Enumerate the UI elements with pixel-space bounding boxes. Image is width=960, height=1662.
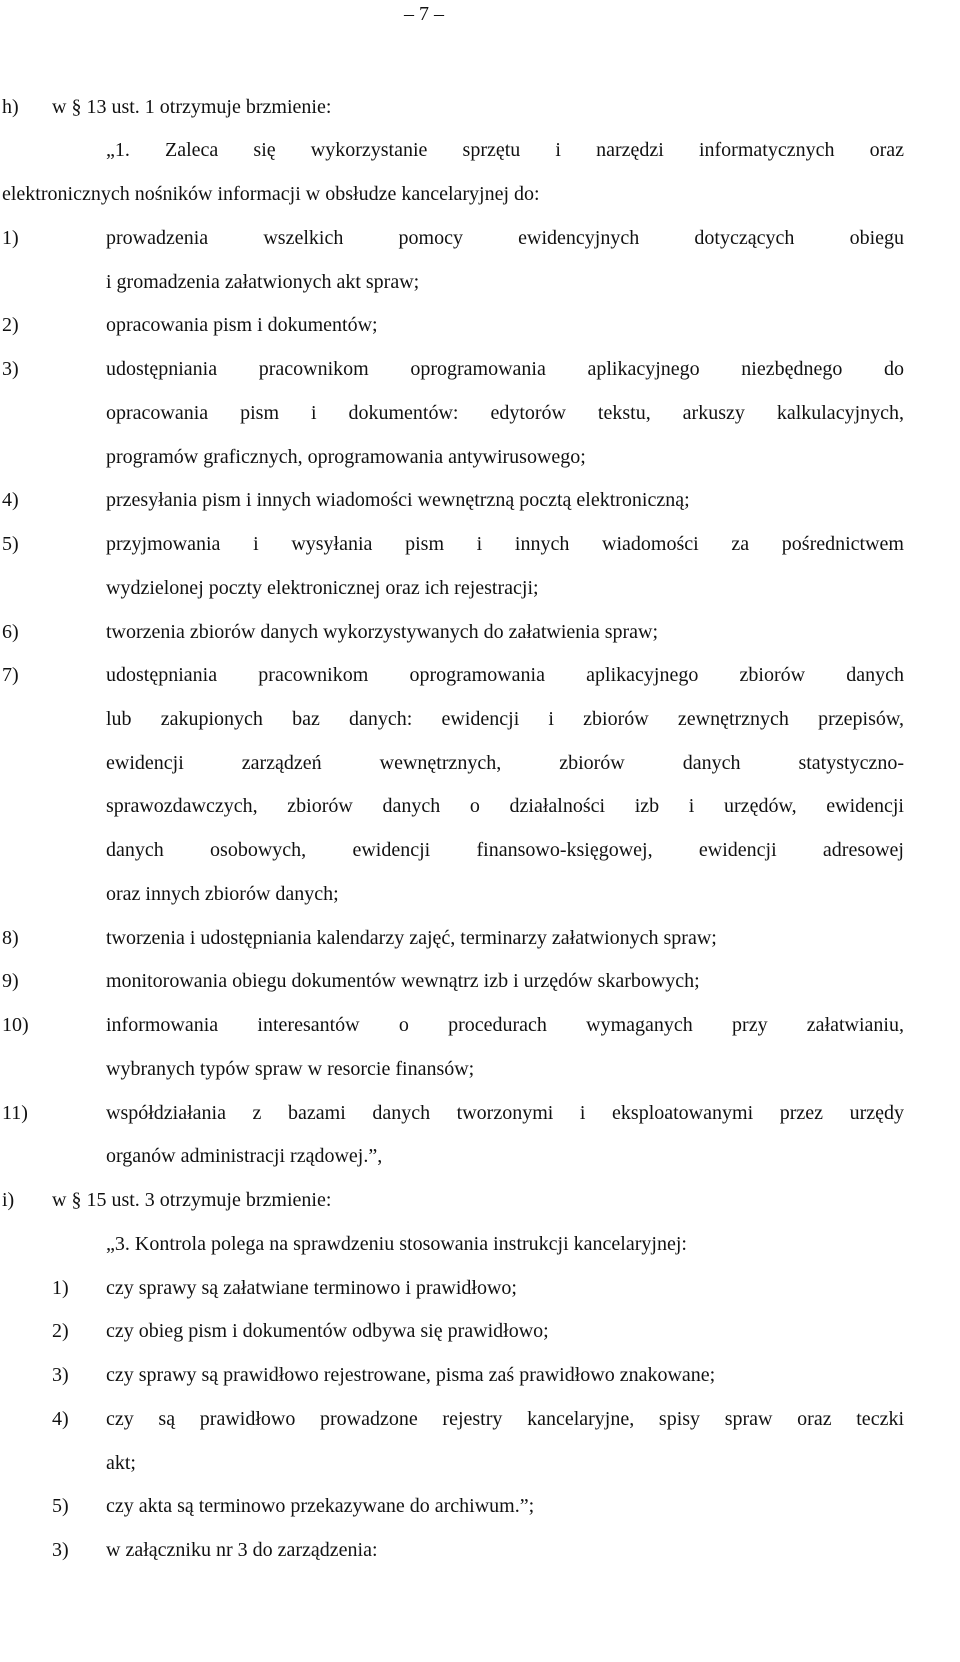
list-number: 5) [2,533,19,555]
list-item-text: informowania interesantów o procedurach wymaganych przy załatwianiu, [106,1014,904,1036]
page-number: – 7 – [404,3,444,25]
list-item-text: i gromadzenia załatwionych akt spraw; [106,271,420,293]
list-number: 10) [2,1014,29,1036]
list-number: 3) [52,1364,69,1386]
list-number: 9) [2,970,19,992]
list-item-text: organów administracji rządowej.”, [106,1145,383,1167]
list-item-text: akt; [106,1452,136,1474]
list-item-text: monitorowania obiegu dokumentów wewnątrz izb i urzędów skarbowych; [106,970,700,992]
list-item-text: sprawozdawczych, zbiorów danych o działalności izb i urzędów, ewidencji [106,795,904,817]
list-item-text: czy obieg pism i dokumentów odbywa się prawidłowo; [106,1320,549,1342]
list-item-text: wybranych typów spraw w resorcie finansów; [106,1058,475,1080]
list-item-text: czy sprawy są załatwiane terminowo i prawidłowo; [106,1277,517,1299]
list-number: 7) [2,664,19,686]
list-number: 2) [52,1320,69,1342]
item-i-paragraph-line1: „3. Kontrola polega na sprawdzeniu stosowania instrukcji kancelaryjnej: [106,1233,687,1255]
list-number: 3) [2,358,19,380]
item-3-text: w załączniku nr 3 do zarządzenia: [106,1539,378,1561]
item-h-label: h) [2,96,19,118]
list-number: 8) [2,927,19,949]
list-item-text: opracowania pism i dokumentów; [106,314,378,336]
list-number: 4) [2,489,19,511]
item-h-paragraph-line1: „1. Zaleca się wykorzystanie sprzętu i narzędzi informatycznych oraz [106,139,904,161]
list-item-text: oraz innych zbiorów danych; [106,883,339,905]
list-item-text: czy są prawidłowo prowadzone rejestry kancelaryjne, spisy spraw oraz teczki [106,1408,904,1430]
list-number: 11) [2,1102,28,1124]
list-item-text: tworzenia i udostępniania kalendarzy zajęć, terminarzy załatwionych spraw; [106,927,717,949]
list-number: 1) [2,227,19,249]
list-item-text: lub zakupionych baz danych: ewidencji i zbiorów zewnętrznych przepisów, [106,708,904,730]
item-i-label: i) [2,1189,15,1211]
list-item-text: wydzielonej poczty elektronicznej oraz ich rejestracji; [106,577,539,599]
list-number: 6) [2,621,19,643]
list-item-text: udostępniania pracownikom oprogramowania aplikacyjnego niezbędnego do [106,358,904,380]
list-item-text: ewidencji zarządzeń wewnętrznych, zbiorów danych statystyczno- [106,752,904,774]
list-item-text: programów graficznych, oprogramowania antywirusowego; [106,446,586,468]
list-item-text: czy akta są terminowo przekazywane do archiwum.”; [106,1495,535,1517]
list-item-text: prowadzenia wszelkich pomocy ewidencyjnych dotyczących obiegu [106,227,904,249]
item-h-intro: w § 13 ust. 1 otrzymuje brzmienie: [52,96,332,118]
list-item-text: współdziałania z bazami danych tworzonymi i eksploatowanymi przez urzędy [106,1102,904,1124]
list-number: 4) [52,1408,69,1430]
list-item-text: tworzenia zbiorów danych wykorzystywanych do załatwienia spraw; [106,621,659,643]
list-number: 1) [52,1277,69,1299]
list-item-text: czy sprawy są prawidłowo rejestrowane, pisma zaś prawidłowo znakowane; [106,1364,716,1386]
list-item-text: danych osobowych, ewidencji finansowo-księgowej, ewidencji adresowej [106,839,904,861]
list-item-text: przyjmowania i wysyłania pism i innych wiadomości za pośrednictwem [106,533,904,555]
list-number: 2) [2,314,19,336]
list-item-text: opracowania pism i dokumentów: edytorów tekstu, arkuszy kalkulacyjnych, [106,402,904,424]
list-item-text: przesyłania pism i innych wiadomości wewnętrzną pocztą elektroniczną; [106,489,690,511]
item-i-intro: w § 15 ust. 3 otrzymuje brzmienie: [52,1189,332,1211]
item-3-label: 3) [52,1539,69,1561]
item-h-paragraph-line2: elektronicznych nośników informacji w obsłudze kancelaryjnej do: [2,183,540,205]
list-item-text: udostępniania pracownikom oprogramowania aplikacyjnego zbiorów danych [106,664,904,686]
list-number: 5) [52,1495,69,1517]
